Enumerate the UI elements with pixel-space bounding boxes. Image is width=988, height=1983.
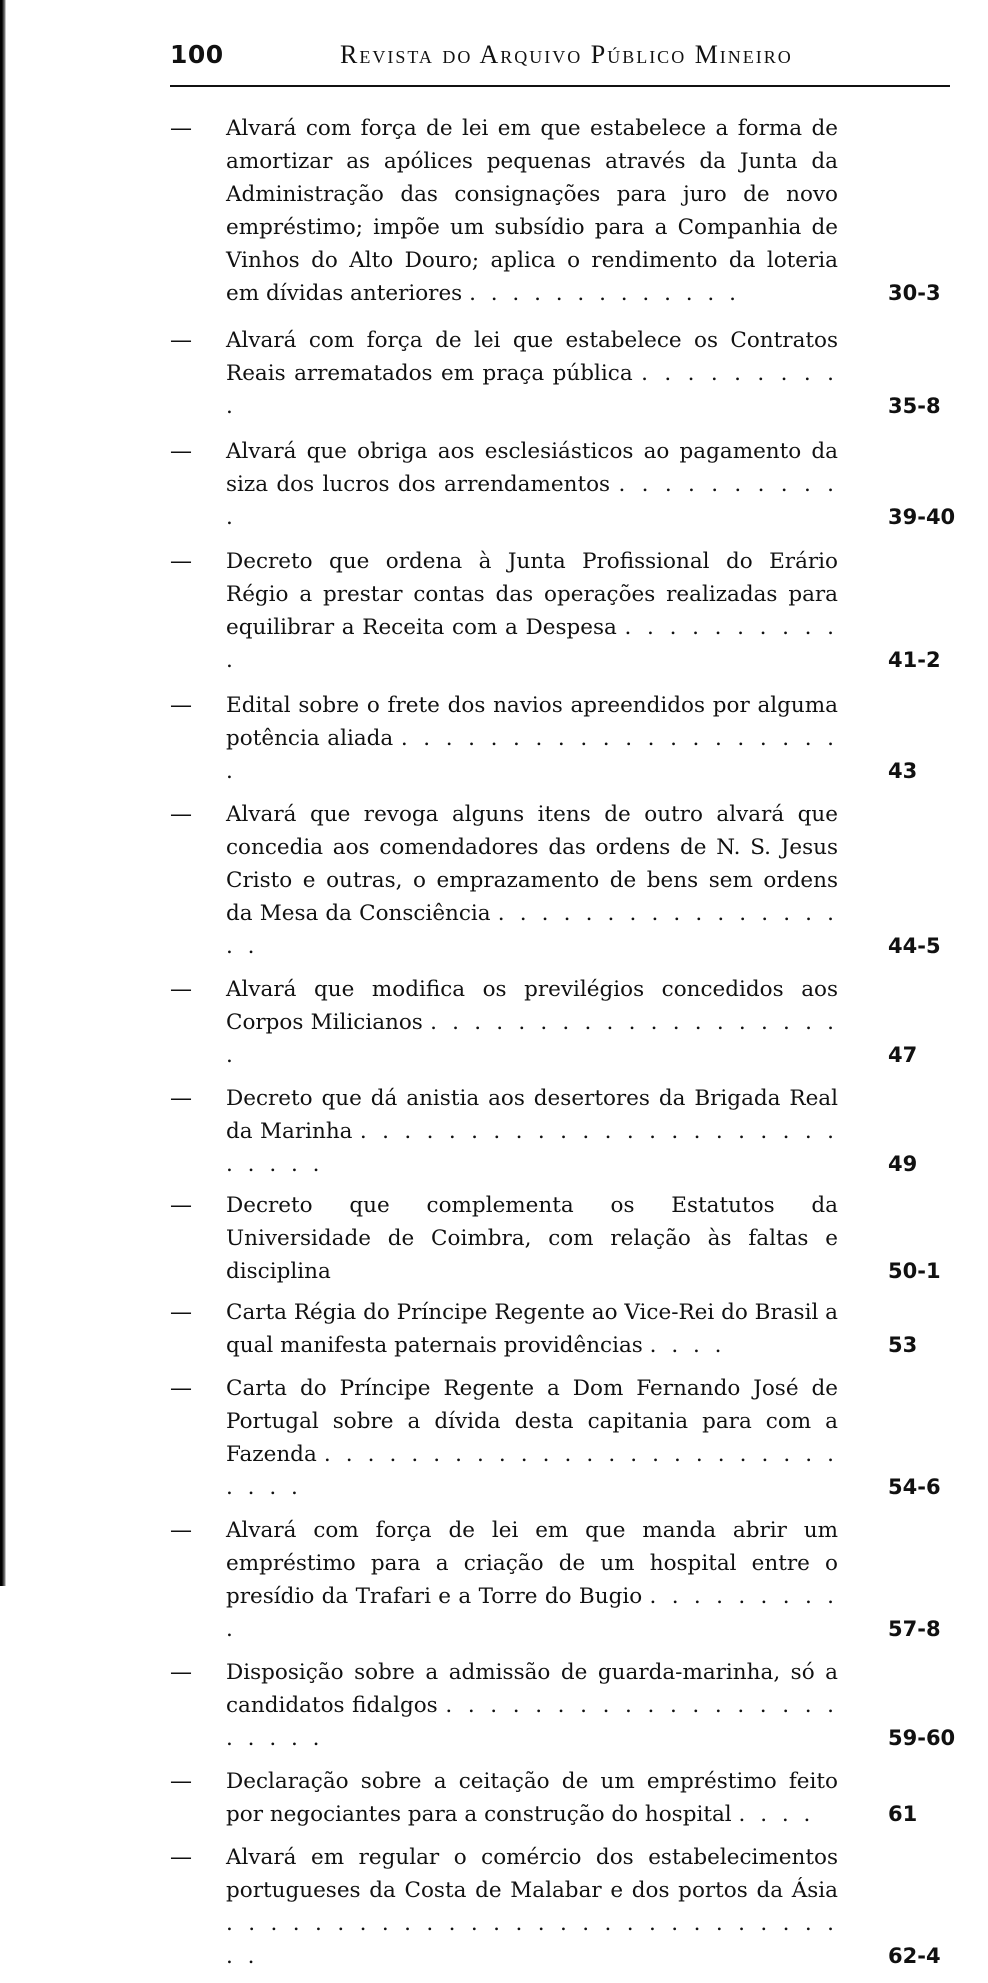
entry-text	[226, 1656, 838, 1755]
entry-text	[226, 1841, 838, 1973]
entry-description: Decreto que complementa os Estatutos da Universidade de Coimbra, com relação às faltas e disciplina	[226, 1193, 838, 1284]
index-entry	[170, 1189, 960, 1288]
index-entry	[170, 1514, 960, 1646]
entry-pages: 62-4	[888, 1944, 941, 1968]
entry-dash: —	[170, 549, 192, 574]
entry-text	[226, 324, 838, 423]
index-entry	[170, 1372, 960, 1504]
entry-text	[226, 435, 838, 534]
entry-text	[226, 798, 838, 963]
running-title: Revista do Arquivo Público Mineiro	[340, 40, 793, 69]
index-entry	[170, 1841, 960, 1973]
index-entry	[170, 1656, 960, 1755]
index-entry	[170, 1296, 960, 1362]
entry-pages: 35-8	[888, 394, 941, 418]
entry-description: Alvará que modifica os previlégios concedidos aos Corpos Milicianos	[226, 977, 838, 1035]
entry-dash: —	[170, 328, 192, 353]
dot-leaders: . . . . . . . . . . . . .	[469, 281, 740, 306]
entry-description: Decreto que ordena à Junta Profissional do Erário Régio a prestar contas das operações realizadas para equilibrar a Receita com a Despesa	[226, 549, 838, 640]
page-number: 100	[170, 40, 224, 69]
entry-description: Alvará que revoga alguns itens de outro alvará que concedia aos comendadores das ordens de N. S. Jesus Cristo e outras, o emprazamento de bens sem ordens da Mesa da Consciência	[226, 802, 838, 926]
entry-dash: —	[170, 1845, 192, 1870]
entry-dash: —	[170, 1300, 192, 1325]
dot-leaders: . . . . . . . . . . .	[226, 615, 839, 673]
entry-text	[226, 1372, 838, 1504]
dot-leaders: . . . .	[738, 1802, 815, 1827]
index-entry	[170, 545, 960, 677]
entry-pages: 47	[888, 1043, 918, 1067]
entry-description: Alvará que obriga aos esclesiásticos ao pagamento da siza dos lucros dos arrendamentos	[226, 439, 838, 497]
entry-dash: —	[170, 439, 192, 464]
index-entry	[170, 1082, 960, 1181]
entry-description: Alvará com força de lei em que manda abrir um empréstimo para a criação de um hospital entre o presídio da Trafari e a Torre do Bugio	[226, 1518, 838, 1609]
page-header	[170, 36, 950, 76]
scan-edge	[0, 0, 6, 1586]
index-entry	[170, 1765, 960, 1831]
dot-leaders: . . . . . . . . . . . . . . . . . . . .	[226, 1010, 838, 1068]
entry-pages: 43	[888, 759, 918, 783]
entry-dash: —	[170, 693, 192, 718]
dot-leaders: . . . . . . . . . . .	[226, 472, 838, 530]
entry-pages: 44-5	[888, 934, 941, 958]
index-entry	[170, 112, 960, 310]
entry-pages: 50-1	[888, 1259, 941, 1283]
entry-text	[226, 1765, 838, 1831]
entry-pages: 49	[888, 1152, 918, 1176]
dot-leaders: . . . .	[649, 1333, 726, 1358]
entry-pages: 61	[888, 1802, 918, 1826]
entry-description: Decreto que dá anistia aos desertores da Brigada Real da Marinha	[226, 1086, 838, 1144]
entry-pages: 30-3	[888, 281, 941, 305]
entry-pages: 54-6	[888, 1475, 941, 1499]
entry-description: Carta do Príncipe Regente a Dom Fernando José de Portugal sobre a dívida desta capitania para com a Fazenda	[226, 1376, 838, 1467]
entry-dash: —	[170, 1086, 192, 1111]
dot-leaders: . . . . . . . . . . . . . . . . . . . . . . . . . . .	[226, 1119, 838, 1177]
entry-pages: 57-8	[888, 1617, 941, 1641]
dot-leaders: . . . . . . . . . . . . . . . . . .	[226, 901, 838, 959]
entry-dash: —	[170, 1769, 192, 1794]
entry-pages: 41-2	[888, 648, 941, 672]
entry-dash: —	[170, 1518, 192, 1543]
dot-leaders: . . . . . . . . . . . . . . . . . . . . . . .	[226, 1693, 839, 1751]
entry-dash: —	[170, 1376, 192, 1401]
entry-description: Alvará com força de lei que estabelece os Contratos Reais arrematados em praça pública	[226, 328, 838, 386]
entry-dash: —	[170, 116, 192, 141]
dot-leaders: . . . . . . . . . . . . . . . . . . . . .	[226, 726, 838, 784]
entry-text	[226, 1189, 838, 1288]
entry-description: Disposição sobre a admissão de guarda-marinha, só a candidatos fidalgos	[226, 1660, 838, 1718]
entry-description: Declaração sobre a ceitação de um empréstimo feito por negociantes para a construção do hospital	[226, 1769, 838, 1827]
index-entry	[170, 435, 960, 534]
entry-description: Alvará em regular o comércio dos estabelecimentos portugueses da Costa de Malabar e dos portos da Ásia	[226, 1845, 838, 1903]
dot-leaders: . . . . . . . . . . . . . . . . . . . . . . . . . . . .	[226, 1442, 838, 1500]
dot-leaders: . . . . . . . . . .	[226, 1584, 838, 1642]
entry-dash: —	[170, 977, 192, 1002]
entry-text	[226, 1514, 838, 1646]
entry-pages: 59-60	[888, 1726, 956, 1750]
index-entry	[170, 324, 960, 423]
entry-dash: —	[170, 1660, 192, 1685]
entry-pages: 53	[888, 1333, 918, 1357]
index-entry	[170, 689, 960, 788]
entry-text	[226, 1082, 838, 1181]
entry-text	[226, 545, 838, 677]
entry-description: Edital sobre o frete dos navios apreendidos por alguma potência aliada	[226, 693, 838, 751]
entry-text	[226, 973, 838, 1072]
index-entry	[170, 798, 960, 963]
header-rule	[170, 85, 950, 87]
entry-pages: 39-40	[888, 505, 956, 529]
entry-text	[226, 689, 838, 788]
index-entries	[170, 112, 960, 1983]
entry-description: Alvará com força de lei em que estabelece a forma de amortizar as apólices pequenas através da Junta da Administração das consignações para juro de novo empréstimo; impõe um subsídio para a Companhia de Vinhos do Alto Douro; aplica o rendimento da loteria em dívidas anteriores	[226, 116, 838, 306]
entry-text	[226, 1296, 838, 1362]
entry-text	[226, 112, 838, 310]
entry-dash: —	[170, 802, 192, 827]
index-entry	[170, 973, 960, 1072]
dot-leaders: . . . . . . . . . .	[226, 361, 838, 419]
entry-description: Carta Régia do Príncipe Regente ao Vice-Rei do Brasil a qual manifesta paternais providências	[226, 1300, 838, 1358]
dot-leaders: . . . . . . . . . . . . . . . . . . . . . . . . . . . . . .	[226, 1911, 838, 1969]
entry-dash: —	[170, 1193, 192, 1218]
